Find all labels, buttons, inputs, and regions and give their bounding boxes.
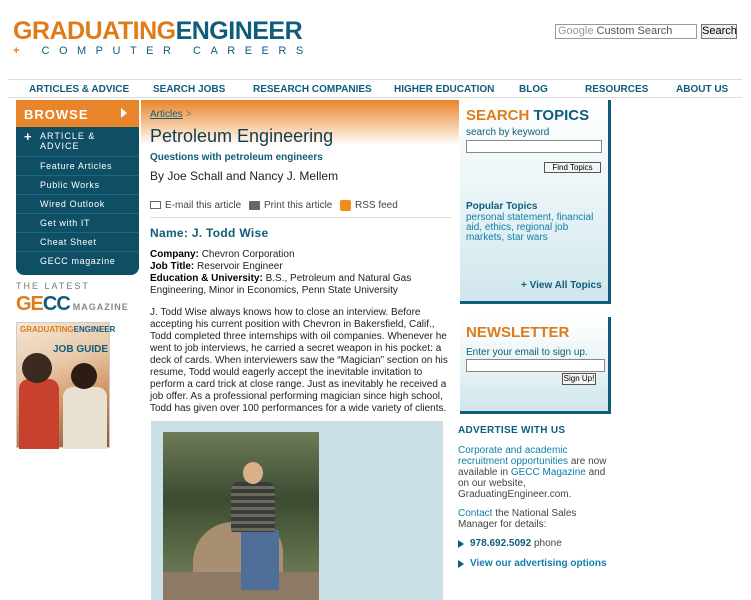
- browse-link-cheat-sheet[interactable]: Cheat Sheet: [16, 232, 139, 251]
- search-topics-box: SEARCH TOPICS search by keyword Find Topics Popular Topics personal statement, financial aid, ethics, regional job markets, star wars + View All Topics: [460, 100, 611, 304]
- latest-magazine: THE LATEST GECC MAGAZINE: [16, 281, 129, 315]
- view-all-topics-link[interactable]: + View All Topics: [521, 280, 602, 291]
- advertise-phone: 978.692.5092 phone: [458, 538, 618, 549]
- triangle-right-icon: [458, 540, 464, 548]
- browse-header: [16, 100, 139, 127]
- email-article-link[interactable]: E-mail this article: [150, 200, 241, 211]
- nav-about-us[interactable]: ABOUT US: [676, 84, 729, 95]
- advertise-section: ADVERTISE WITH US Corporate and academic recruitment opportunities are now available in GECC Magazine and on our website, GraduatingEngineer.com. Contact the National Sales Manager for details: 978.692.5092 phone View our advertising options: [458, 425, 618, 578]
- browse-link-get-with-it[interactable]: Get with IT: [16, 213, 139, 232]
- article-body: J. Todd Wise always knows how to close an interview. Before accepting his current position with Chevron in Bakersfield, Calif., Todd completed three internships with oil companies. Whenever he went to job interviews, he carried a secret weapon in his pocket: a deck of cards. When interviewers saw the “Magician” section on his resume, Todd would eagerly accept the inevitable invitation to perform a card trick at close range. Just as inevitably he received a job offer. As a professional performing magician since high school, Todd has given over 100 performances for a wide variety of clients.: [150, 307, 448, 414]
- logo-wordmark: GRADUATINGENGINEER: [13, 17, 303, 45]
- browse-link-feature-articles[interactable]: Feature Articles: [16, 156, 139, 175]
- logo-tagline: + COMPUTER CAREERS: [13, 45, 313, 57]
- breadcrumb-articles-link[interactable]: Articles: [150, 109, 183, 120]
- site-logo[interactable]: [13, 18, 313, 57]
- browse-link-gecc-magazine[interactable]: GECC magazine: [16, 251, 139, 270]
- rss-icon: [340, 200, 351, 211]
- contact-link[interactable]: Contact: [458, 508, 493, 519]
- gecc-magazine-link[interactable]: GECC Magazine: [510, 467, 586, 478]
- plus-icon: +: [24, 129, 32, 144]
- browse-link-wired-outlook[interactable]: Wired Outlook: [16, 194, 139, 213]
- gecc-logo[interactable]: GECC MAGAZINE: [16, 293, 129, 315]
- nav-research-companies[interactable]: RESEARCH COMPANIES: [253, 84, 372, 95]
- browse-category[interactable]: + ARTICLE & ADVICE: [24, 129, 96, 151]
- site-search-button[interactable]: Search: [702, 25, 737, 37]
- rss-feed-link[interactable]: RSS feed: [340, 200, 398, 211]
- site-search-input[interactable]: Google Custom Search: [555, 24, 697, 39]
- main-nav: [8, 79, 742, 98]
- nav-search-jobs[interactable]: SEARCH JOBS: [153, 84, 226, 95]
- topic-keyword-input[interactable]: [466, 140, 602, 153]
- interviewee-photo: [163, 432, 319, 600]
- article-byline: By Joe Schall and Nancy J. Mellem: [150, 169, 339, 183]
- newsletter-email-input[interactable]: [466, 359, 605, 372]
- recruitment-link[interactable]: Corporate and academic recruitment opportunities: [458, 445, 569, 467]
- search-topics-title: SEARCH TOPICS: [466, 107, 590, 124]
- article-subtitle: Questions with petroleum engineers: [150, 152, 323, 163]
- nav-higher-education[interactable]: HIGHER EDUCATION: [394, 84, 495, 95]
- newsletter-box: NEWSLETTER Enter your email to sign up. Sign Up!: [460, 317, 611, 414]
- arrow-right-icon: [121, 108, 127, 118]
- triangle-right-icon: [458, 560, 464, 568]
- browse-link-public-works[interactable]: Public Works: [16, 175, 139, 194]
- page-title: Petroleum Engineering: [150, 126, 334, 146]
- nav-articles-advice[interactable]: ARTICLES & ADVICE: [29, 84, 130, 95]
- popular-topics-links[interactable]: personal statement, financial aid, ethics, regional job markets, star wars: [466, 212, 594, 243]
- browse-title: BROWSE: [24, 107, 89, 122]
- nav-resources[interactable]: RESOURCES: [585, 84, 649, 95]
- newsletter-signup-button[interactable]: Sign Up!: [563, 374, 595, 383]
- interviewee-name: Name: J. Todd Wise: [150, 226, 269, 240]
- mail-icon: [150, 201, 161, 209]
- printer-icon: [249, 201, 260, 210]
- browse-menu: [16, 100, 139, 275]
- advertise-title: ADVERTISE WITH US: [458, 425, 566, 436]
- article-tools: [150, 199, 452, 218]
- magazine-cover-image[interactable]: GRADUATINGENGINEER JOB GUIDE: [16, 322, 110, 448]
- newsletter-title: NEWSLETTER: [466, 324, 570, 341]
- interviewee-facts: Company: Chevron Corporation Job Title: Reservoir Engineer Education & University: B.S., Petroleum and Natural Gas Engineering, Minor in Economics, Penn State University: [150, 249, 412, 296]
- nav-blog[interactable]: BLOG: [519, 84, 548, 95]
- advertising-options-link[interactable]: View our advertising options: [458, 558, 618, 569]
- breadcrumb: Articles >: [150, 109, 192, 120]
- print-article-link[interactable]: Print this article: [249, 200, 332, 211]
- find-topics-button[interactable]: Find Topics: [544, 162, 601, 173]
- popular-topics-title: Popular Topics: [466, 201, 538, 212]
